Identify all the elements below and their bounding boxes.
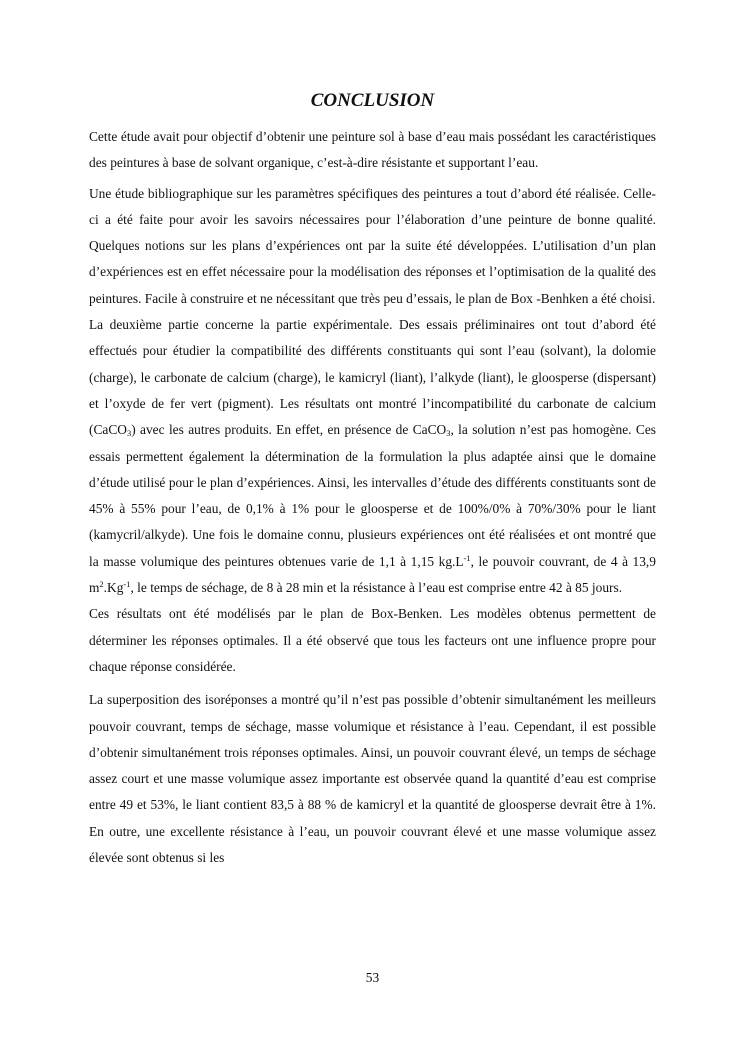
text-run: Une étude bibliographique sur les paramètres spécifiques des peintures a tout d’abord été réalisée. Celle-ci a été faite pour avoir les savoirs nécessaires pour l’élaboration d’une peinture de bonne qualité. Quelques notions sur les plans d’expériences ont par la suite été développées. L’utilisation d’un plan d’expériences est en effet nécessaire pour la modélisation des réponses et l’optimisation de la qualité des peintures. Facile à construire et ne nécessitant que très peu d’essais, le plan de Box -Benhken a été choisi. [89,185,656,306]
text-run: , le pouvoir couvrant, de 4 à 13,9 m [89,553,656,596]
paragraph-bibliography [89,181,656,312]
text-run: Ces résultats ont été modélisés par le plan de Box-Benken. Les modèles obtenus permettent de déterminer les réponses optimales. Il a été observé que tous les facteurs ont une influence propre pour chaque réponse considérée. [89,606,656,674]
page-title: CONCLUSION [310,90,435,111]
text-run: .Kg [103,580,124,596]
superscript: -1 [463,552,471,563]
body-text [89,124,656,871]
text-run: La deuxième partie concerne la partie expérimentale. Des essais préliminaires ont tout d’abord été effectués pour étudier la compatibilité des différents constituants qui sont l’eau (solvant), la dolomie (charge), le carbonate de calcium (charge), le kamicryl (liant), l’alkyde (liant), le gloosperse (dispersant) et l’oxyde de fer vert (pigment). Les résultats ont montré l’incompatibilité du carbonate de calcium (CaCO [89,317,656,438]
text-run: ) avec les autres produits. En effet, en présence de CaCO [131,422,447,438]
superscript: 2 [99,579,104,590]
page-number: 53 [365,970,380,985]
paragraph-objective [89,124,656,177]
text-run: Cette étude avait pour objectif d’obtenir une peinture sol à base d’eau mais possédant les caractéristiques des peintures à base de solvant organique, c’est-à-dire résistante et supportant l’eau. [89,129,656,171]
superscript: -1 [123,579,131,590]
paragraph-modeling [89,601,656,680]
text-run: , la solution n’est pas homogène. Ces essais permettent également la détermination de la formulation la plus adaptée ainsi que le domaine d’étude utilisé pour le plan d’expériences. Ainsi, les intervalles d’étude des différents constituants sont de 45% à 55% pour l’eau, de 0,1% à 1% pour le gloosperse et de 100%/0% à 70%/30% pour le liant (kamycril/alkyde). Une fois le domaine connu, plusieurs expériences ont été réalisées et ont montré que la masse volumique des peintures obtenues varie de 1,1 à 1,15 kg.L [89,422,656,569]
text-run: , le temps de séchage, de 8 à 28 min et la résistance à l’eau est comprise entre 42 à 85 jours. [130,580,623,596]
paragraph-experimental [89,312,656,601]
paragraph-isoresponses [89,687,656,871]
text-run: La superposition des isoréponses a montré qu’il n’est pas possible d’obtenir simultanément les meilleurs pouvoir couvrant, temps de séchage, masse volumique et résistance à l’eau. Cependant, il est possible d’obtenir simultanément trois réponses optimales. Ainsi, un pouvoir couvrant élevé, un temps de séchage assez court et une masse volumique assez importante est observée quand la quantité d’eau est comprise entre 49 et 53%, le liant contient 83,5 à 88 % de kamicryl et la quantité de gloosperse devrait être à 1%. En outre, une excellente résistance à l’eau, un pouvoir couvrant élevé et une masse volumique assez élevée sont obtenus si les [89,692,656,866]
document-page [89,0,656,1053]
subscript: 3 [126,428,132,439]
subscript: 3 [446,428,451,439]
